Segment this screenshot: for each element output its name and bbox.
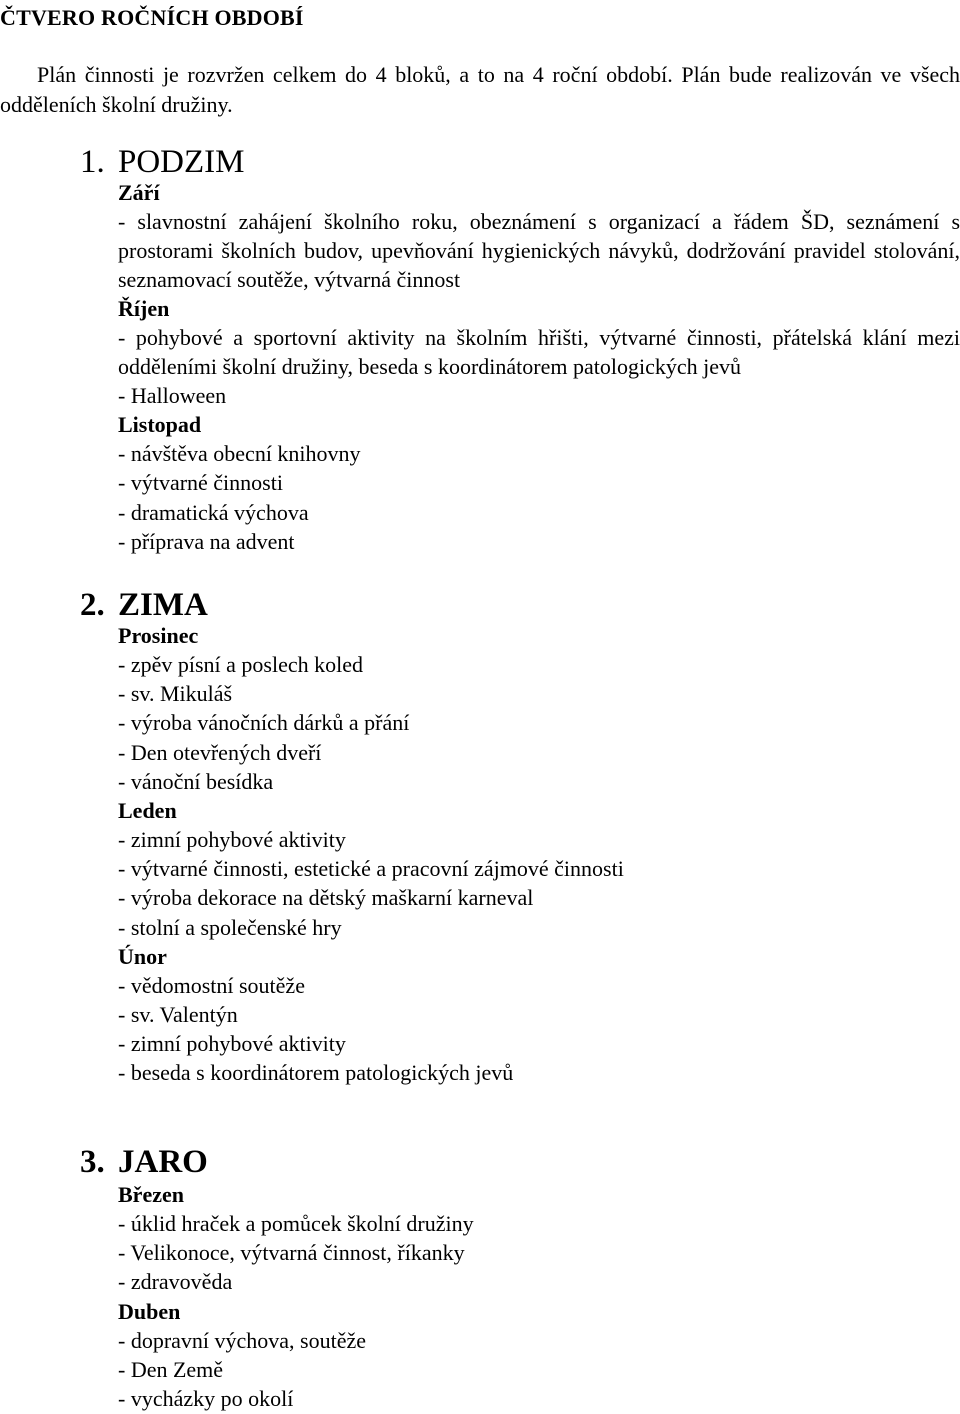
list-item: - vánoční besídka	[118, 768, 274, 794]
section-heading-zima	[80, 587, 208, 623]
list-item: - výroba dekorace na dětský maškarní karneval	[118, 885, 534, 911]
month-heading-prosinec: Prosinec	[118, 623, 199, 648]
section-zima-content	[118, 621, 960, 1088]
list-item: - výroba vánočních dárků a přání	[118, 710, 410, 736]
list-item: - Den Země	[118, 1356, 224, 1382]
list-item: - beseda s koordinátorem patologických jevů	[118, 1060, 514, 1086]
section-name: JARO	[118, 1144, 208, 1180]
section-number: 2.	[80, 587, 105, 623]
list-item: - slavnostní zahájení školního roku, obeznámení s organizací a řádem ŠD, seznámení s prostorami školních budov, upevňování hygienických návyků, dodržování pravidel stolování, seznamovací soutěže, výtvarná činnost	[118, 209, 960, 292]
list-item: - návštěva obecní knihovny	[118, 441, 361, 467]
month-heading-brezen: Březen	[118, 1182, 184, 1207]
section-jaro-content	[118, 1180, 960, 1413]
list-item: - sv. Mikuláš	[118, 681, 233, 707]
month-heading-rijen: Říjen	[118, 296, 170, 321]
section-number: 3.	[80, 1144, 105, 1180]
list-item: - vědomostní soutěže	[118, 972, 305, 998]
list-item: - pohybové a sportovní aktivity na školním hřišti, výtvarné činnosti, přátelská klání mezi odděleními školní družiny, beseda s koordinátorem patologických jevů	[118, 325, 960, 379]
document-title: ČTVERO ROČNÍCH OBDOBÍ	[0, 5, 304, 30]
list-item: - zimní pohybové aktivity	[118, 827, 346, 853]
section-podzim-content	[118, 178, 960, 556]
list-item: - Den otevřených dveří	[118, 739, 322, 765]
list-item: - Halloween	[118, 383, 227, 408]
month-heading-unor: Únor	[118, 943, 167, 969]
list-item: - výtvarné činnosti	[118, 470, 283, 496]
month-heading-leden: Leden	[118, 798, 177, 824]
month-heading-zari: Září	[118, 180, 160, 205]
intro-paragraph: Plán činnosti je rozvržen celkem do 4 bloků, a to na 4 roční období. Plán bude realizován ve všech odděleních školní družiny.	[0, 62, 960, 117]
section-name: ZIMA	[118, 587, 208, 623]
list-item: - sv. Valentýn	[118, 1002, 238, 1028]
list-item: - zpěv písní a poslech koled	[118, 652, 363, 677]
list-item: - Velikonoce, výtvarná činnost, říkanky	[118, 1240, 465, 1266]
list-item: - úklid hraček a pomůcek školní družiny	[118, 1211, 474, 1236]
list-item: - stolní a společenské hry	[118, 914, 342, 940]
section-name: PODZIM	[118, 144, 245, 180]
section-heading-podzim	[80, 144, 245, 180]
section-heading-jaro	[80, 1144, 208, 1180]
month-heading-listopad: Listopad	[118, 412, 202, 438]
list-item: - výtvarné činnosti, estetické a pracovní zájmové činnosti	[118, 856, 624, 882]
list-item: - zdravověda	[118, 1269, 233, 1295]
list-item: - dramatická výchova	[118, 499, 309, 525]
list-item: - zimní pohybové aktivity	[118, 1031, 346, 1057]
section-number: 1.	[80, 144, 105, 180]
list-item: - příprava na advent	[118, 528, 295, 554]
month-heading-duben: Duben	[118, 1298, 181, 1324]
list-item: - vycházky po okolí	[118, 1386, 294, 1412]
list-item: - dopravní výchova, soutěže	[118, 1327, 367, 1353]
